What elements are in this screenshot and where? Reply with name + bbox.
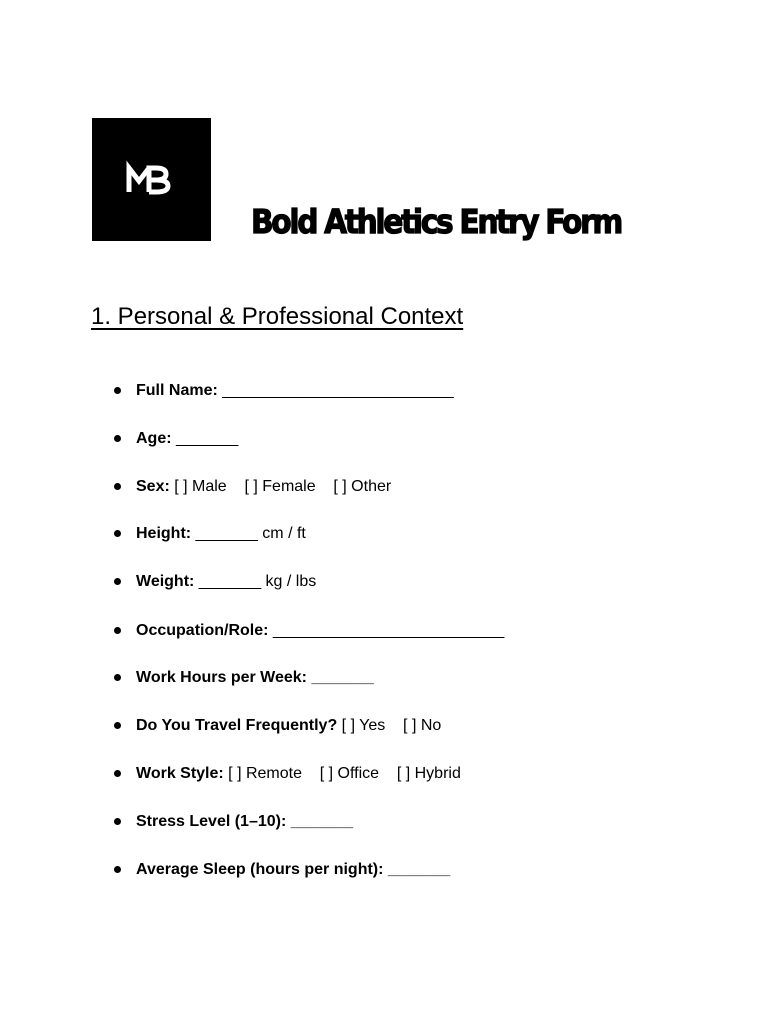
bullet-icon bbox=[114, 674, 121, 681]
field-height bbox=[136, 524, 306, 544]
field-full-name bbox=[136, 381, 454, 401]
field-label: Weight: bbox=[136, 573, 195, 590]
field-work-style bbox=[136, 764, 461, 784]
bullet-icon bbox=[114, 722, 121, 729]
bullet-icon bbox=[114, 483, 121, 490]
bullet-icon bbox=[114, 530, 121, 537]
field-work-hours bbox=[136, 668, 374, 688]
field-label: Average Sleep (hours per night): bbox=[136, 861, 384, 878]
field-value[interactable]: _______ bbox=[286, 813, 354, 830]
field-label: Sex: bbox=[136, 478, 170, 495]
bullet-icon bbox=[114, 578, 121, 585]
page-title: Bold Athletics Entry Form bbox=[251, 202, 622, 241]
field-age bbox=[136, 429, 238, 449]
bullet-icon bbox=[114, 818, 121, 825]
logo bbox=[92, 118, 211, 241]
field-average-sleep bbox=[136, 860, 450, 880]
field-label: Work Style: bbox=[136, 765, 224, 782]
section-heading: 1. Personal & Professional Context bbox=[91, 303, 464, 330]
bullet-icon bbox=[114, 387, 121, 394]
field-label: Work Hours per Week: bbox=[136, 669, 308, 686]
field-value[interactable]: _______ kg / lbs bbox=[194, 573, 317, 590]
field-value[interactable]: _______ bbox=[307, 669, 374, 686]
field-sex bbox=[136, 477, 391, 497]
field-value[interactable]: [ ] Male [ ] Female [ ] Other bbox=[169, 478, 392, 495]
field-value[interactable]: _______ bbox=[171, 430, 239, 447]
field-value[interactable]: [ ] Yes [ ] No bbox=[337, 717, 442, 734]
bullet-icon bbox=[114, 770, 121, 777]
field-label: Stress Level (1–10): bbox=[136, 813, 287, 830]
field-value[interactable]: _______ bbox=[383, 861, 451, 878]
field-travel-frequently bbox=[136, 716, 441, 736]
field-label: Age: bbox=[136, 430, 172, 447]
field-label: Full Name: bbox=[136, 382, 218, 399]
bullet-icon bbox=[114, 627, 121, 634]
field-value[interactable]: __________________________ bbox=[217, 382, 454, 399]
field-label: Occupation/Role: bbox=[136, 622, 269, 639]
field-value[interactable]: _______ cm / ft bbox=[191, 525, 306, 542]
field-value[interactable]: __________________________ bbox=[268, 622, 505, 639]
field-occupation-role bbox=[136, 621, 504, 641]
bullet-icon bbox=[114, 435, 121, 442]
logo-mark-icon bbox=[92, 118, 211, 241]
field-label: Do You Travel Frequently? bbox=[136, 717, 338, 734]
bullet-icon bbox=[114, 866, 121, 873]
field-label: Height: bbox=[136, 525, 192, 542]
field-weight bbox=[136, 572, 316, 592]
field-stress-level bbox=[136, 812, 353, 832]
field-value[interactable]: [ ] Remote [ ] Office [ ] Hybrid bbox=[223, 765, 461, 782]
